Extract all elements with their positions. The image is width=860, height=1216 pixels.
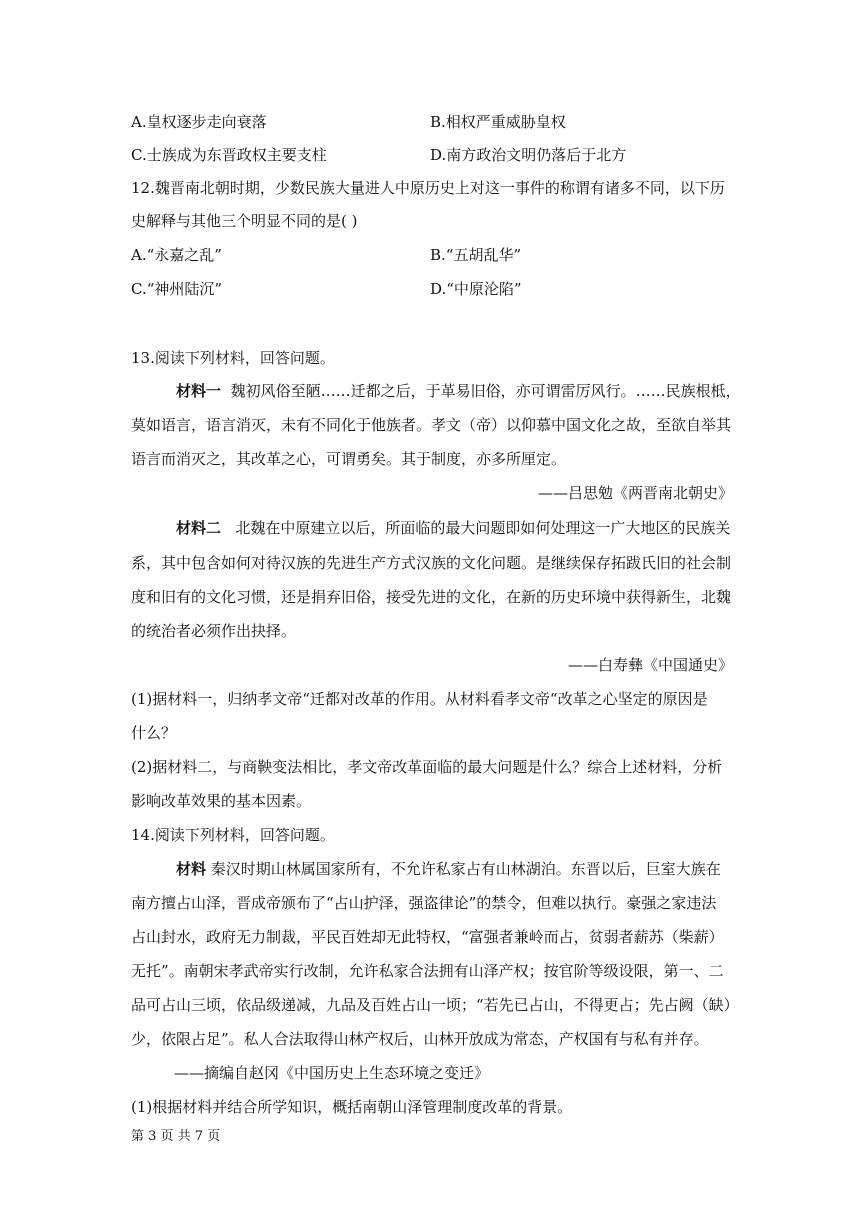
q13-material1-line2: 莫如语言，语言消灭，未有不同化于他族者。孝文（帝）以仰慕中国文化之故，至欲自举其	[131, 416, 732, 434]
q14-material-line4: 无托”。南朝宋孝武帝实行改制，允许私家合法拥有山泽产权；按官阶等级设限，第一、二	[131, 962, 724, 980]
q14-material-line5: 品可占山三顷，依品级递减，九品及百姓占山一顷；“若先已占山，不得更占；先占阙（缺）	[131, 996, 739, 1014]
q12-stem-line2: 史解释与其他三个明显不同的是( )	[131, 212, 358, 230]
q13-material2-line1	[176, 518, 730, 538]
q12-stem-line1: 12.魏晋南北朝时期，少数民族大量进人中原历史上对这一事件的称谓有诸多不同，以下历	[131, 179, 725, 197]
q11-option-d: D.南方政治文明仍落后于北方	[430, 146, 627, 164]
q14-material-source: ——摘编自赵冈《中国历史上生态环境之变迁》	[174, 1064, 490, 1082]
q12-option-d: D.“中原沦陷”	[430, 280, 522, 298]
q13-material1-line1	[176, 381, 741, 401]
q13-question2-line2: 影响改革效果的基本因素。	[131, 792, 312, 810]
q13-material2-text1: 北魏在中原建立以后，所面临的最大问题即如何处理这一广大地区的民族关	[235, 519, 731, 537]
q13-title: 13.阅读下列材料，回答问题。	[131, 349, 335, 367]
q13-question1-line2: 什么？	[131, 724, 177, 742]
q13-question1-line1: (1)据材料一，归纳孝文帝“迁都对改革的作用。从材料看孝文帝“改革之心坚定的原因是	[131, 690, 708, 708]
q12-option-c: C.“神州陆沉”	[131, 280, 223, 298]
q11-option-c: C.士族成为东晋政权主要支柱	[131, 146, 327, 164]
q14-material-line2: 南方擅占山泽，晋成帝颁布了“占山护泽，强盗律论”的禁令，但难以执行。豪强之家违法	[131, 894, 717, 912]
page-footer: 第 3 页 共 7 页	[131, 1129, 221, 1144]
q12-option-a: A.“永嘉之乱”	[131, 246, 222, 264]
q14-material-text1: 秦汉时期山林属国家所有，不允许私家占有山林湖泊。东晋以后，巨室大族在	[210, 860, 721, 878]
q12-option-b: B.“五胡乱华”	[430, 246, 522, 264]
q13-material2-line4: 的统治者必须作出抉择。	[131, 622, 297, 640]
q14-material-line6: 少，依限占足”。私人合法取得山林产权后，山林开放成为常态，产权国有与私有并存。	[131, 1030, 709, 1048]
q11-option-a: A.皇权逐步走向衰落	[131, 113, 267, 131]
q13-question2-line1: (2)据材料二，与商鞅变法相比，孝文帝改革面临的最大问题是什么？综合上述材料，分析	[131, 758, 723, 776]
q13-material2-source: ——白寿彝《中国通史》	[567, 656, 733, 674]
q13-material1-source: ——吕思勉《两晋南北朝史》	[537, 484, 733, 502]
q14-material-line3: 占山封水，政府无力制裁，平民百姓却无此特权，“富强者兼岭而占，贫弱者薪苏（柴薪）	[131, 928, 724, 946]
q13-material2-line3: 度和旧有的文化习惯，还是捐弃旧俗，接受先进的文化，在新的历史环境中获得新生，北魏	[131, 588, 732, 606]
q14-material-label: 材料	[176, 860, 207, 878]
q13-material1-label: 材料一	[176, 382, 222, 400]
q13-material1-line3: 语言而消灭之，其改革之心，可谓勇矣。其于制度，亦多所厘定。	[131, 450, 567, 468]
q11-option-b: B.相权严重威胁皇权	[430, 113, 566, 131]
q13-material2-line2: 系，其中包含如何对待汉族的先进生产方式汉族的文化问题。是继续保存拓跋氏旧的社会制	[131, 554, 732, 572]
q14-title: 14.阅读下列材料，回答问题。	[131, 826, 335, 844]
q14-question1: (1)根据材料并结合所学知识，概括南朝山泽管理制度改革的背景。	[131, 1098, 573, 1116]
q13-material2-label: 材料二	[176, 519, 222, 537]
q14-material-line1	[176, 859, 721, 879]
q13-material1-text1: 魏初风俗至陋……迁都之后，于革易旧俗，亦可谓雷厉风行。……民族根柢，	[230, 382, 741, 400]
